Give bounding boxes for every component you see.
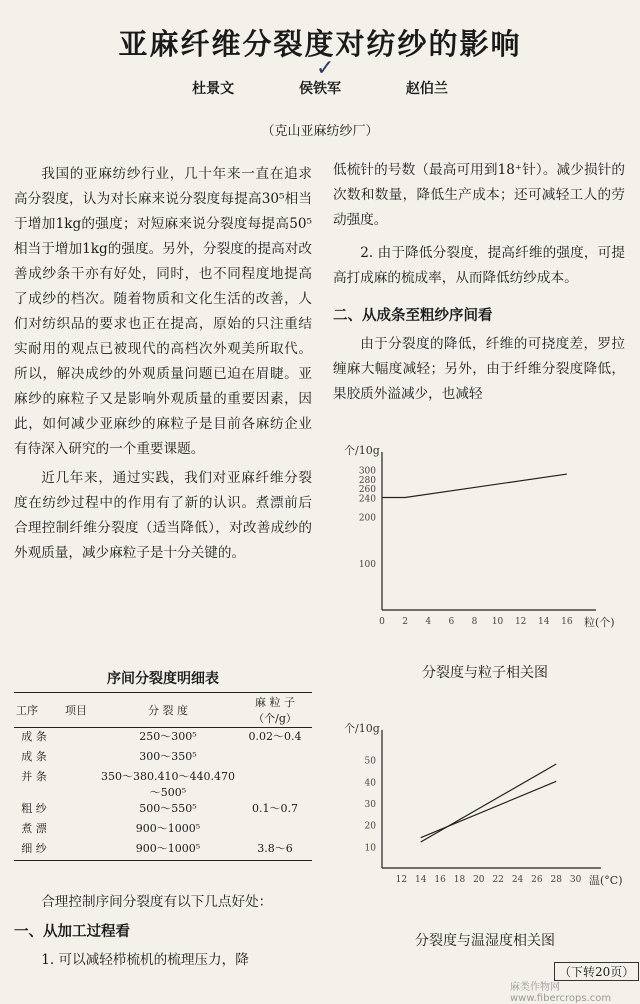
- table-row: [14, 820, 312, 840]
- x-tick-label: 6: [448, 617, 455, 627]
- y-tick-label: 50: [364, 756, 376, 767]
- x-tick-label: 28: [550, 875, 562, 885]
- authors: [0, 78, 640, 98]
- cell-process: 细 纱: [14, 840, 54, 861]
- x-tick-label: 20: [473, 875, 485, 885]
- continued-note: （下转20页）: [554, 962, 639, 981]
- right-column: [333, 158, 625, 407]
- cell-process: 成 条: [21, 750, 47, 763]
- chart-split-particles: [340, 440, 630, 640]
- cell-split: 350～380.410～440.470～500⁵: [101, 770, 235, 799]
- series-line: [421, 781, 557, 837]
- x-tick-label: 14: [538, 617, 550, 627]
- y-axis-label: 个/10g: [344, 722, 380, 735]
- y-tick-label: 10: [364, 843, 376, 854]
- cell-particles: 0.1～0.7: [252, 802, 298, 815]
- x-tick-label: 18: [453, 875, 466, 885]
- cell-particles: [238, 748, 312, 768]
- affiliation: （克山亚麻纺纱厂）: [261, 124, 379, 139]
- y-tick-label: 40: [364, 778, 376, 789]
- series-line: [421, 764, 557, 842]
- cell-process: 并 条: [21, 770, 47, 783]
- cell-particles: 3.8～6: [238, 840, 312, 861]
- cell-particles: [238, 768, 312, 800]
- x-axis-label: 粒(个): [584, 616, 615, 629]
- cell-item: [54, 748, 98, 768]
- cell-process: 煮 漂: [21, 822, 47, 835]
- x-tick-label: 14: [415, 875, 427, 885]
- cell-particles: 0.02～0.4: [248, 730, 302, 743]
- cell-item: [54, 840, 98, 861]
- table-row: [14, 768, 312, 800]
- x-tick-label: 22: [492, 875, 504, 885]
- y-tick-label: 20: [364, 821, 376, 832]
- table-title: 序间分裂度明细表: [107, 671, 219, 687]
- section-heading-2: 二、从成条至粗纱序间看: [333, 307, 493, 324]
- paragraph: 1. 可以减轻栉梳机的梳理压力，降: [41, 952, 249, 968]
- col-split: 分 裂 度: [98, 693, 238, 728]
- x-tick-label: 0: [379, 617, 385, 627]
- cell-split: 500～550⁵: [139, 802, 197, 815]
- cell-item: [54, 768, 98, 800]
- y-tick-label: 30: [364, 800, 376, 810]
- x-tick-label: 4: [425, 617, 432, 627]
- x-tick-label: 26: [531, 875, 543, 885]
- table-row: [14, 728, 312, 749]
- author-3: 赵伯兰: [405, 81, 448, 97]
- x-tick-label: 30: [569, 875, 582, 885]
- article-title: 亚麻纤维分裂度对纺纱的影响: [118, 27, 522, 61]
- cell-split: 300～350⁵: [139, 750, 197, 763]
- paragraph: 低梳针的号数（最高可用到18⁺针）。减少损针的次数和数量，降低生产成本；还可减轻工人的劳动强度。: [333, 162, 625, 228]
- left-column: [14, 162, 312, 566]
- paragraph: 2. 由于降低分裂度，提高纤维的强度，可提高打成麻的梳成率，从而降低纺纱成本。: [333, 245, 625, 286]
- cell-item: [54, 728, 98, 749]
- section-heading-1: 一、从加工过程看: [14, 923, 130, 940]
- y-tick-label: 200: [358, 513, 376, 524]
- table-row: [14, 840, 312, 861]
- x-tick-label: 24: [511, 875, 524, 885]
- author-1: 杜景文: [192, 81, 235, 97]
- y-tick-label: 100: [358, 560, 376, 571]
- left-bottom: [14, 890, 312, 973]
- chart-2-caption: 分裂度与温湿度相关图: [415, 933, 555, 949]
- cell-particles: [238, 820, 312, 840]
- cell-split: 900～1000⁵: [98, 840, 238, 861]
- cell-item: [54, 820, 98, 840]
- paragraph: 合理控制序间分裂度有以下几点好处：: [41, 894, 273, 910]
- x-tick-label: 8: [471, 617, 478, 627]
- y-tick-label: 300: [358, 466, 376, 477]
- table-row: [14, 748, 312, 768]
- x-tick-label: 16: [561, 617, 573, 627]
- series-line: [382, 474, 567, 497]
- cell-process: 粗 纱: [21, 802, 47, 815]
- split-table: [14, 692, 312, 861]
- author-2: 侯铁军: [299, 81, 341, 97]
- check-mark: ✓: [316, 56, 335, 81]
- y-tick-label: 280: [358, 475, 376, 486]
- x-tick-label: 2: [402, 617, 408, 627]
- y-tick-label: 260: [358, 485, 376, 496]
- y-axis-label: 个/10g: [344, 444, 380, 457]
- paragraph: 近几年来，通过实践，我们对亚麻纤维分裂度在纺纱过程中的作用有了新的认识。煮漂前后合理控制纤维分裂度（适当降低），对改善成纱的外观质量，减少麻粒子是十分关键的。: [14, 470, 312, 561]
- cell-process: 成 条: [21, 730, 47, 743]
- x-tick-label: 12: [395, 875, 408, 885]
- x-axis-label: 温(°C): [589, 874, 623, 887]
- paragraph: 我国的亚麻纺纱行业，几十年来一直在追求高分裂度，认为对长麻来说分裂度每提高30⁵相当于增加1kg的强度；对短麻来说分裂度每提高50⁵相当于增加1kg的强度。另外，分裂度的提高对改善成纱条干亦有好处，同时，也不同程度地提高了成纱的档次。随着物质和文化生活的改善，人们对纺织品的要求也正在提高，原始的只注重结实耐用的观点已被现代的高档次外观美所取代。所以，解决成纱的外观质量问题已迫在眉睫。亚麻纱的麻粒子又是影响外观质量的重要因素，因此，如何减少亚麻纱的麻粒子是目前各麻纺企业有待深入研究的一个重要课题。: [14, 166, 312, 457]
- col-process: 工序: [14, 693, 54, 728]
- cell-split: 250～300⁵: [139, 730, 197, 743]
- y-tick-label: 240: [358, 494, 376, 505]
- chart-1-caption: 分裂度与粒子相关图: [422, 665, 548, 681]
- table-row: [14, 800, 312, 820]
- chart-split-temp-humidity: [340, 718, 630, 898]
- x-tick-label: 12: [514, 617, 527, 627]
- cell-item: [54, 800, 98, 820]
- col-item: 项目: [54, 693, 98, 728]
- x-tick-label: 10: [491, 617, 504, 627]
- watermark: 麻类作物网 www.fibercrops.com: [510, 982, 612, 1004]
- col-particles: 麻 粒 子（个/g）: [238, 693, 312, 728]
- cell-split: 900～1000⁵: [135, 822, 201, 835]
- x-tick-label: 16: [434, 875, 446, 885]
- table-header-row: [14, 693, 312, 728]
- paragraph: 由于分裂度的降低，纤维的可挠度差，罗拉缠麻大幅度减轻；另外，由于纤维分裂度降低，果胶质外溢减少，也减轻: [333, 336, 625, 402]
